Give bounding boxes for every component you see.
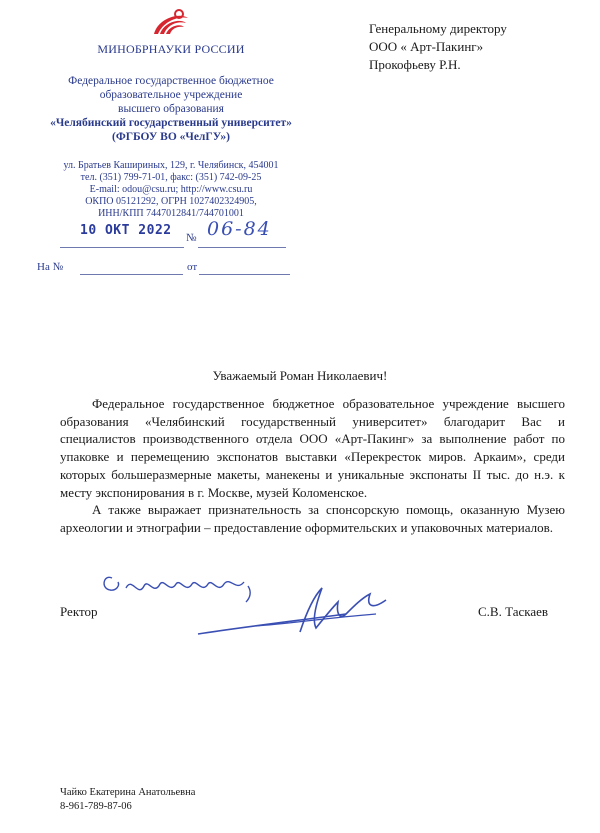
org-line: Федеральное государственное бюджетное <box>68 75 274 87</box>
signatory-title: Ректор <box>60 604 98 619</box>
body-paragraph: Федеральное государственное бюджетное образовательное учреждение высшего образования «Челябинский государственный университет» благодарит Вас и специалистов производственного отдела ООО «Арт-Пакинг» за выполнение работ по упаковке и перемещению экспонатов выставки «Перекресток миров. Аркаим», среди которых большеразмерные макеты, манекены и уникальные экспонаты II тыс. до н.э. к месту экспонирования в г. Москве, музей Коломенское. <box>60 396 565 500</box>
reply-date-label: от <box>187 261 198 273</box>
recipient-block <box>369 20 507 74</box>
recipient-line: Прокофьеву Р.Н. <box>369 57 461 72</box>
org-line: (ФГБОУ ВО «ЧелГУ») <box>111 131 230 143</box>
recipient-line: ООО « Арт-Пакинг» <box>369 39 484 54</box>
greeting: Уважаемый Роман Николаевич! <box>212 368 388 383</box>
letter-body <box>60 395 565 537</box>
organization-block <box>28 74 314 144</box>
address-line: ИНН/КПП 7447012841/744701001 <box>98 208 244 219</box>
ministry-name: МИНОБРНАУКИ РОССИИ <box>97 42 245 56</box>
org-line: «Челябинский государственный университет» <box>50 117 292 129</box>
date-underline <box>60 247 184 248</box>
org-line: высшего образования <box>118 103 224 115</box>
org-line: образовательное учреждение <box>99 89 243 101</box>
signatory-name: С.В. Таскаев <box>478 604 549 619</box>
contact-name: Чайко Екатерина Анатольевна <box>60 787 196 798</box>
signature-image <box>196 584 392 640</box>
date-stamp: 10 ОКТ 2022 <box>80 223 172 238</box>
contact-block <box>60 786 195 814</box>
number-label: № <box>186 232 197 244</box>
contact-phone: 8-961-789-87-06 <box>60 801 132 812</box>
recipient-line: Генеральному директору <box>369 21 507 36</box>
address-line: тел. (351) 799-71-01, факс: (351) 742-09-25 <box>80 172 262 183</box>
reply-date-line <box>199 274 290 275</box>
address-line: ОКПО 05121292, ОГРН 1027402324905, <box>85 196 257 207</box>
address-line: E-mail: odou@csu.ru; http://www.csu.ru <box>89 184 253 195</box>
address-line: ул. Братьев Кашириных, 129, г. Челябинск, 454001 <box>63 160 279 171</box>
address-block <box>40 160 302 220</box>
number-underline <box>198 247 286 248</box>
university-logo-icon <box>150 8 192 38</box>
body-paragraph: А также выражает признательность за спонсорскую помощь, оказанную Музею археологии и этнографии – предоставление оформительских и упаковочных материалов. <box>60 502 565 535</box>
outgoing-number: 06-84 <box>207 218 272 240</box>
reply-number-label: На № <box>37 261 64 273</box>
reply-number-line <box>80 274 183 275</box>
